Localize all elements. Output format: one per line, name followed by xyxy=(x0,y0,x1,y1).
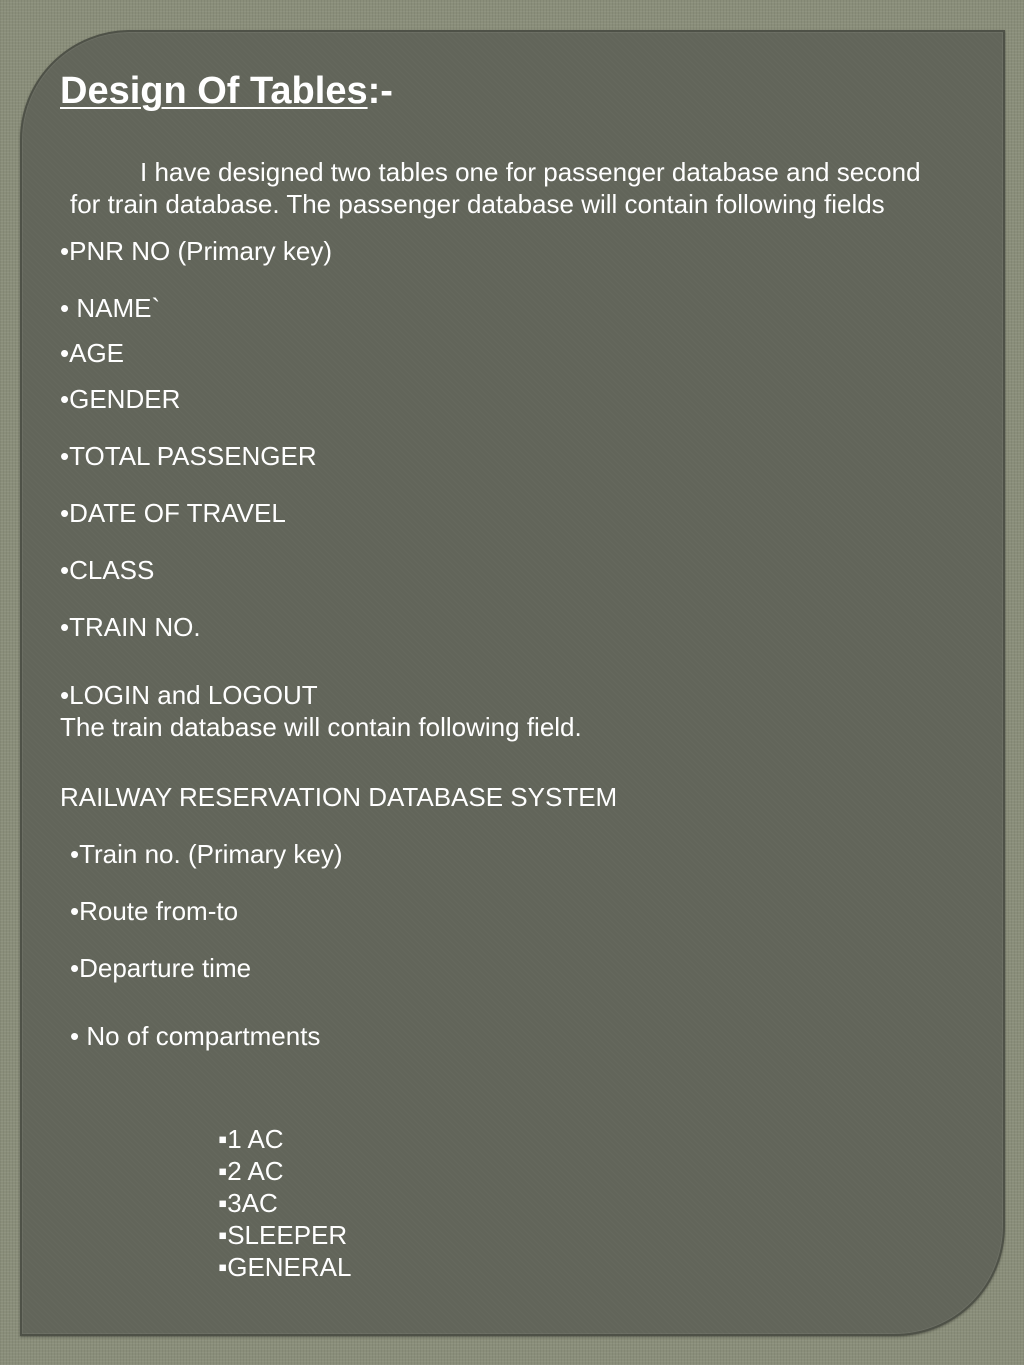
compartment-item: ▪1 AC xyxy=(218,1124,284,1154)
intro-paragraph xyxy=(70,156,921,220)
intro-line: for train database. The passenger database will contain following fields xyxy=(70,189,885,219)
passenger-field-gender: •GENDER xyxy=(60,384,181,414)
system-name: RAILWAY RESERVATION DATABASE SYSTEM xyxy=(60,782,618,812)
title-text: Design Of Tables xyxy=(60,70,368,112)
train-field-compartments: • No of compartments xyxy=(70,1021,321,1051)
compartment-item: ▪2 AC xyxy=(218,1156,284,1186)
train-field-departure: •Departure time xyxy=(70,953,252,983)
passenger-field-name: • NAME` xyxy=(60,293,161,323)
passenger-field-class: •CLASS xyxy=(60,555,155,585)
passenger-field-age: •AGE xyxy=(60,338,125,368)
compartment-item: ▪GENERAL xyxy=(218,1252,352,1282)
train-field-route: •Route from-to xyxy=(70,896,239,926)
passenger-field-total-passenger: •TOTAL PASSENGER xyxy=(60,441,317,471)
train-intro-text: The train database will contain following field. xyxy=(60,712,582,742)
passenger-field-date-of-travel: •DATE OF TRAVEL xyxy=(60,498,286,528)
passenger-field-login-logout: •LOGIN and LOGOUT xyxy=(60,680,318,710)
login-and-train-intro xyxy=(60,679,582,743)
slide-title xyxy=(60,68,393,114)
compartment-list xyxy=(218,1123,351,1283)
train-field-train-no: •Train no. (Primary key) xyxy=(70,839,343,869)
compartment-item: ▪3AC xyxy=(218,1188,278,1218)
compartment-item: ▪SLEEPER xyxy=(218,1220,348,1250)
intro-line: I have designed two tables one for passenger database and second xyxy=(140,157,921,187)
title-suffix: :- xyxy=(367,70,393,112)
passenger-field-pnr: •PNR NO (Primary key) xyxy=(60,236,332,266)
passenger-field-train-no: •TRAIN NO. xyxy=(60,612,201,642)
